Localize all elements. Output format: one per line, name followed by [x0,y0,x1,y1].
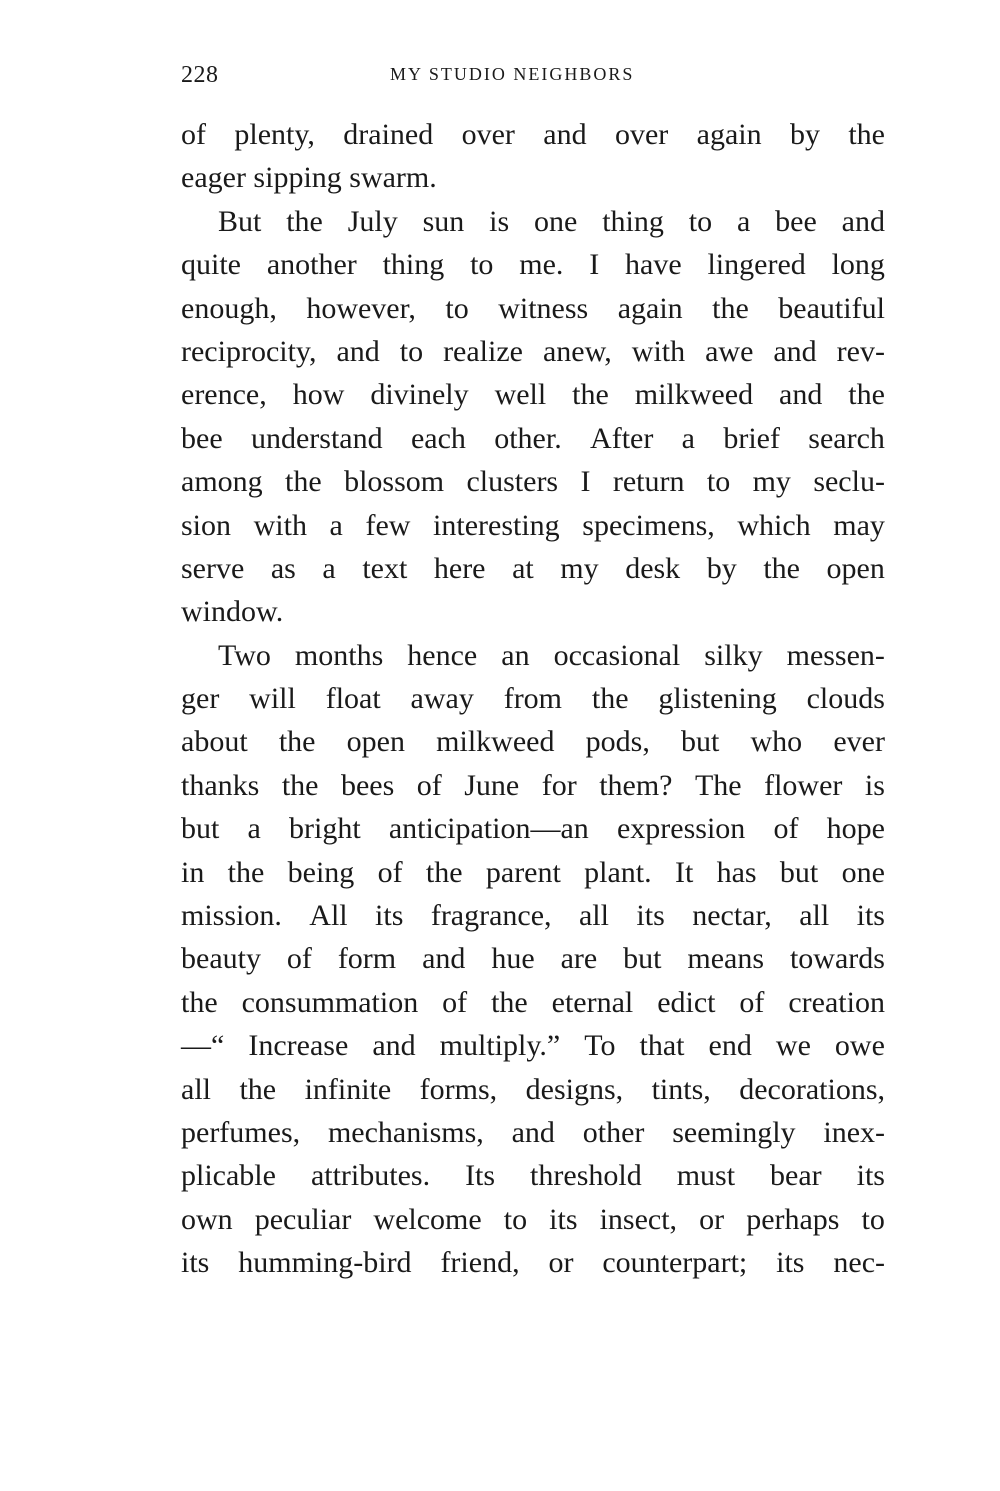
paragraph [181,200,885,634]
text-line: plicable attributes. Its threshold must bear its [181,1159,885,1193]
text-line: serve as a text here at my desk by the open [181,551,885,585]
text-line: —“ Increase and multiply.” To that end we owe [181,1029,885,1063]
text-line: erence, how divinely well the milkweed and the [181,378,885,412]
text-line: own peculiar welcome to its insect, or perhaps to [181,1202,885,1236]
text-line: Two months hence an occasional silky messen- [218,638,885,672]
text-line: quite another thing to me. I have lingered long [181,248,885,282]
paragraph [181,113,885,200]
text-line: its humming-bird friend, or counterpart; its nec- [181,1246,885,1280]
text-line: mission. All its fragrance, all its nectar, all its [181,899,885,933]
text-line: the consummation of the eternal edict of creation [181,985,885,1019]
paragraph [181,634,885,1285]
text-line: reciprocity, and to realize anew, with awe and rev- [181,334,885,368]
text-line: in the being of the parent plant. It has but one [181,855,885,889]
text-line: sion with a few interesting specimens, which may [181,508,885,542]
text-line: ger will float away from the glistening clouds [181,682,885,716]
text-line: thanks the bees of June for them? The flower is [181,768,885,802]
text-line: all the infinite forms, designs, tints, decorations, [181,1072,885,1106]
text-line: of plenty, drained over and over again by the [181,118,885,151]
text-line: but a bright anticipation—an expression of hope [181,812,885,846]
text-line: among the blossom clusters I return to my seclu- [181,465,885,499]
running-head [181,62,691,92]
text-line: about the open milkweed pods, but who ever [181,725,885,759]
text-line: eager sipping swarm. [181,161,437,195]
text-line: But the July sun is one thing to a bee and [218,204,885,238]
text-line: bee understand each other. After a brief search [181,421,885,455]
body-text [181,113,885,1285]
text-line: perfumes, mechanisms, and other seemingly inex- [181,1115,885,1149]
running-title: MY STUDIO NEIGHBORS [390,64,635,84]
page-number: 228 [181,62,219,88]
text-line: beauty of form and hue are but means towards [181,942,885,976]
text-line: window. [181,595,284,629]
text-line: enough, however, to witness again the beautiful [181,291,885,325]
